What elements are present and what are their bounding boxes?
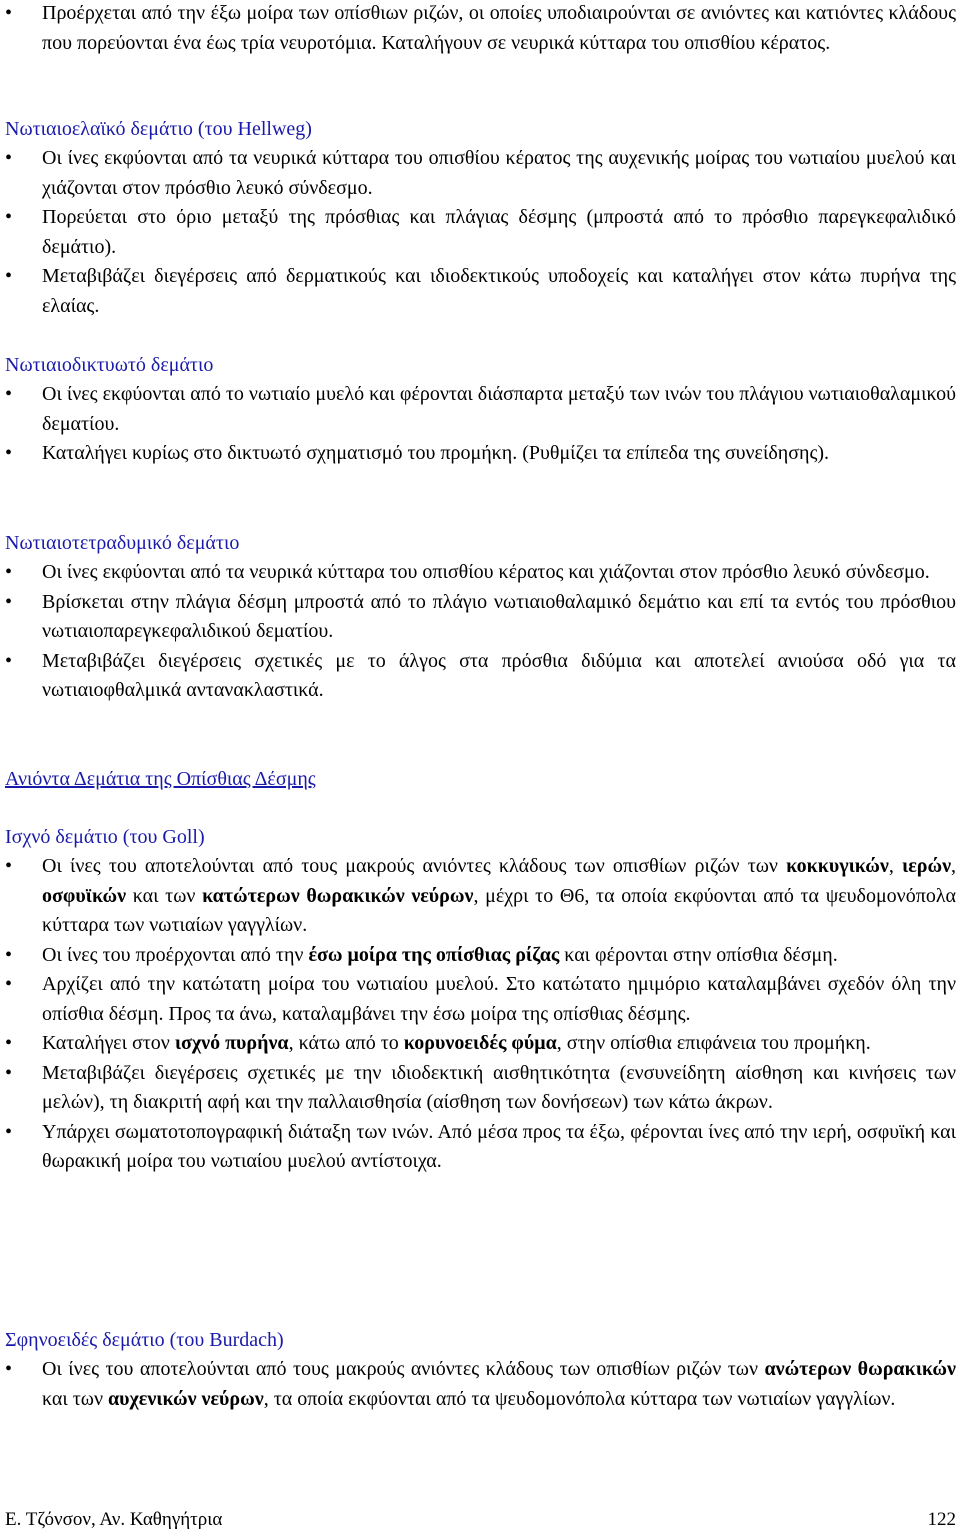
text-run: Οι ίνες του αποτελούνται από τους μακρούς ανιόντες κλάδους των οπισθίων ριζών των — [42, 855, 787, 877]
reticular-bullet-2: • Καταλήγει κυρίως στο δικτυωτό σχηματισμό του προμήκη. (Ρυθμίζει τα επίπεδα της συνείδησης). — [0, 439, 960, 469]
intro-list — [0, 0, 960, 58]
goll-bullet-6: • Υπάρχει σωματοτοπογραφική διάταξη των ινών. Από μέσα προς τα έξω, φέρονται ίνες από την ιερή, οσφυϊκή και θωρακική μοίρα του νωτιαίου μυελού αντίστοιχα. — [0, 1118, 960, 1177]
text-run: , στην οπίσθια επιφάνεια του προμήκη. — [556, 1032, 871, 1054]
text-run: , — [951, 855, 957, 877]
goll-bullet-4 — [0, 1029, 960, 1059]
tectal-heading: Νωτιαιοτετραδυμικό δεμάτιο — [5, 532, 240, 554]
text-run: Καταλήγει στον — [42, 1032, 175, 1054]
page-number: 122 — [927, 1509, 956, 1530]
tectal-bullet-1: • Οι ίνες εκφύονται από τα νευρικά κύτταρα του οπισθίου κέρατος και χιάζονται στον πρόσθιο λευκό σύνδεσμο. — [0, 558, 960, 588]
hellweg-section — [0, 115, 960, 321]
bold-term: κατώτερων θωρακικών νεύρων — [202, 884, 474, 907]
intro-bullet: • Προέρχεται από την έξω μοίρα των οπίσθιων ριζών, οι οποίες υποδιαιρούνται σε ανιόντες και κατιόντες κλάδους που πορεύονται ένα έως τρία νευροτόμια. Καταλήγουν σε νευρικά κύτταρα του οπισθίου κέρατος. — [0, 0, 960, 58]
intro-section — [0, 0, 960, 58]
hellweg-heading: Νωτιαιοελαϊκό δεμάτιο (του Hellweg) — [5, 118, 312, 140]
text-run: , μέχρι το Θ6, τα οποία εκφύονται από τα ψευδομονόπολα κύτταρα των νωτιαίων γαγγλίων. — [42, 884, 956, 936]
tectal-bullet-2: • Βρίσκεται στην πλάγια δέσμη μπροστά από το πλάγιο νωτιαιοθαλαμικό δεμάτιο και επί τα εντός του πρόσθιου νωτιαιοπαρεγκεφαλιδικού δεματίου. — [0, 588, 960, 647]
posterior-section — [0, 765, 960, 794]
burdach-list — [0, 1355, 960, 1414]
tectal-bullet-3: • Μεταβιβάζει διεγέρσεις σχετικές με το άλγος στα πρόσθια διδύμια και αποτελεί ανιούσα οδό για τα νωτιαιοφθαλμικά αντανακλαστικά. — [0, 647, 960, 706]
bold-term: αυχενικών νεύρων — [108, 1387, 264, 1410]
text-run: Οι ίνες του αποτελούνται από τους μακρούς ανιόντες κλάδους των οπισθίων ριζών των — [42, 1358, 765, 1380]
bold-term: έσω μοίρα της οπίσθιας ρίζας — [308, 943, 560, 966]
text-run: και των — [126, 884, 203, 907]
tectal-list — [0, 558, 960, 706]
hellweg-bullet-3: • Μεταβιβάζει διεγέρσεις από δερματικούς και ιδιοδεκτικούς υποδοχείς και καταλήγει στον κάτω πυρήνα της ελαίας. — [0, 262, 960, 321]
text-run: , τα οποία εκφύονται από τα ψευδομονόπολα κύτταρα των νωτιαίων γαγγλίων. — [263, 1387, 896, 1410]
text-run: και φέρονται στην οπίσθια δέσμη. — [559, 943, 838, 966]
hellweg-bullet-1: • Οι ίνες εκφύονται από τα νευρικά κύτταρα του οπισθίου κέρατος της αυχενικής μοίρας του νωτιαίου μυελού και χιάζονται στον πρόσθιο λευκό σύνδεσμο. — [0, 144, 960, 203]
reticular-list — [0, 380, 960, 469]
page-footer — [5, 1508, 956, 1532]
bold-term: κορυνοειδές φύμα — [403, 1032, 557, 1054]
bold-term: ιερών — [902, 855, 952, 877]
bold-term: ανώτερων θωρακικών — [764, 1358, 956, 1380]
goll-heading: Ισχνό δεμάτιο (του Goll) — [5, 826, 205, 848]
reticular-section — [0, 351, 960, 469]
goll-bullet-1 — [0, 852, 960, 941]
tectal-section — [0, 529, 960, 706]
bold-term: κοκκυγικών — [786, 855, 889, 877]
hellweg-list — [0, 144, 960, 321]
text-run: , — [888, 855, 902, 877]
goll-bullet-2 — [0, 941, 960, 971]
goll-list — [0, 852, 960, 1177]
burdach-bullet-1 — [0, 1355, 960, 1414]
goll-bullet-3: • Αρχίζει από την κατώτατη μοίρα του νωτιαίου μυελού. Στο κατώτατο ημιμόριο καταλαμβάνει σχεδόν όλη την οπίσθια δέσμη. Προς τα άνω, καταλαμβάνει την έσω μοίρα της οπίσθιας δέσμης. — [0, 970, 960, 1029]
burdach-section — [0, 1326, 960, 1414]
bold-term: ισχνό πυρήνα — [174, 1032, 289, 1054]
text-run: και των — [42, 1387, 109, 1410]
burdach-heading: Σφηνοειδές δεμάτιο (του Burdach) — [5, 1329, 284, 1351]
hellweg-bullet-2: • Πορεύεται στο όριο μεταξύ της πρόσθιας και πλάγιας δέσμης (μπροστά από το πρόσθιο παρεγκεφαλιδικό δεμάτιο). — [0, 203, 960, 262]
reticular-bullet-1: • Οι ίνες εκφύονται από το νωτιαίο μυελό και φέρονται διάσπαρτα μεταξύ των ινών του πλάγιου νωτιαιοθαλαμικού δεματίου. — [0, 380, 960, 439]
goll-bullet-5: • Μεταβιβάζει διεγέρσεις σχετικές με την ιδιοδεκτική αισθητικότητα (ενσυνείδητη αίσθηση και κινήσεις των μελών), τη διακριτή αφή και την παλλαισθησία (αίσθηση των δονήσεων) των κάτω άκρων. — [0, 1059, 960, 1118]
bold-term: οσφυϊκών — [42, 884, 127, 907]
reticular-heading: Νωτιαιοδικτυωτό δεμάτιο — [5, 354, 214, 376]
posterior-heading: Ανιόντα Δεμάτια της Οπίσθιας Δέσμης — [5, 768, 316, 790]
goll-section — [0, 823, 960, 1177]
footer-author: Ε. Τζόνσον, Αν. Καθηγήτρια — [5, 1509, 223, 1530]
text-run: Οι ίνες του προέρχονται από την — [42, 943, 309, 966]
text-run: , κάτω από το — [288, 1032, 404, 1054]
